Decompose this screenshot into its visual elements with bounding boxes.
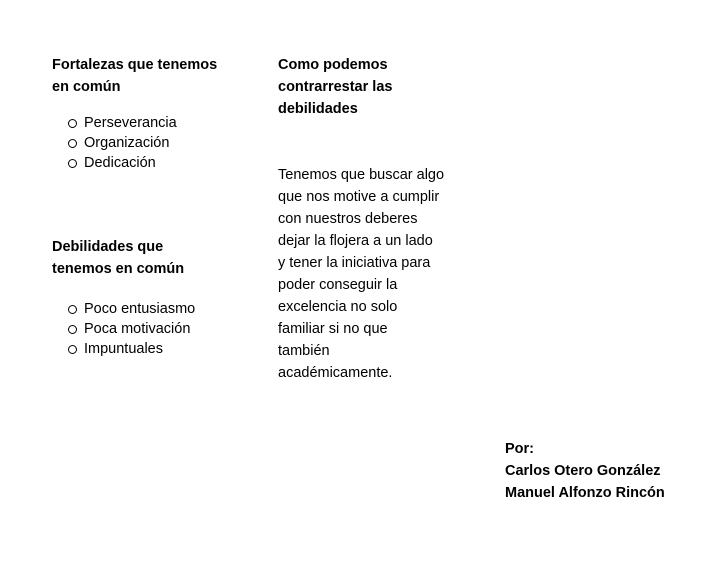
weaknesses-heading-line: tenemos en común	[52, 261, 185, 277]
bullet-icon	[68, 159, 77, 168]
weaknesses-list	[52, 299, 252, 359]
counter-paragraph	[278, 164, 478, 384]
bullet-icon	[68, 345, 77, 354]
list-item-label: Poco entusiasmo	[84, 301, 196, 317]
bullet-icon	[68, 325, 77, 334]
paragraph-line: académicamente.	[278, 365, 393, 381]
author-name: Carlos Otero González	[505, 463, 661, 479]
counter-heading-line: contrarrestar las	[278, 79, 393, 95]
list-item	[52, 133, 252, 153]
paragraph-line: familiar si no que	[278, 321, 388, 337]
author-name: Manuel Alfonzo Rincón	[505, 485, 665, 501]
bullet-icon	[68, 119, 77, 128]
counter-heading-line: debilidades	[278, 101, 358, 117]
bullet-icon	[68, 305, 77, 314]
strengths-heading	[52, 54, 252, 98]
bullet-icon	[68, 139, 77, 148]
strengths-heading-line: Fortalezas que tenemos	[52, 57, 218, 73]
strengths-list	[52, 113, 252, 173]
list-item	[52, 339, 252, 359]
list-item-label: Perseverancia	[84, 115, 177, 131]
paragraph-line: excelencia no solo	[278, 299, 398, 315]
credits-label: Por:	[505, 441, 534, 457]
counter-heading	[278, 54, 478, 120]
list-item	[52, 319, 252, 339]
list-item-label: Impuntuales	[84, 341, 163, 357]
credits-block	[505, 438, 705, 504]
paragraph-line: y tener la iniciativa para	[278, 255, 431, 271]
list-item	[52, 113, 252, 133]
paragraph-line: con nuestros deberes	[278, 211, 418, 227]
paragraph-line: Tenemos que buscar algo	[278, 167, 445, 183]
paragraph-line: que nos motive a cumplir	[278, 189, 440, 205]
paragraph-line: poder conseguir la	[278, 277, 398, 293]
counter-heading-line: Como podemos	[278, 57, 388, 73]
paragraph-line: también	[278, 343, 330, 359]
list-item	[52, 153, 252, 173]
weaknesses-heading	[52, 236, 252, 280]
list-item-label: Organización	[84, 135, 170, 151]
paragraph-line: dejar la flojera a un lado	[278, 233, 433, 249]
list-item-label: Poca motivación	[84, 321, 191, 337]
strengths-heading-line: en común	[52, 79, 121, 95]
list-item-label: Dedicación	[84, 155, 156, 171]
weaknesses-heading-line: Debilidades que	[52, 239, 164, 255]
list-item	[52, 299, 252, 319]
